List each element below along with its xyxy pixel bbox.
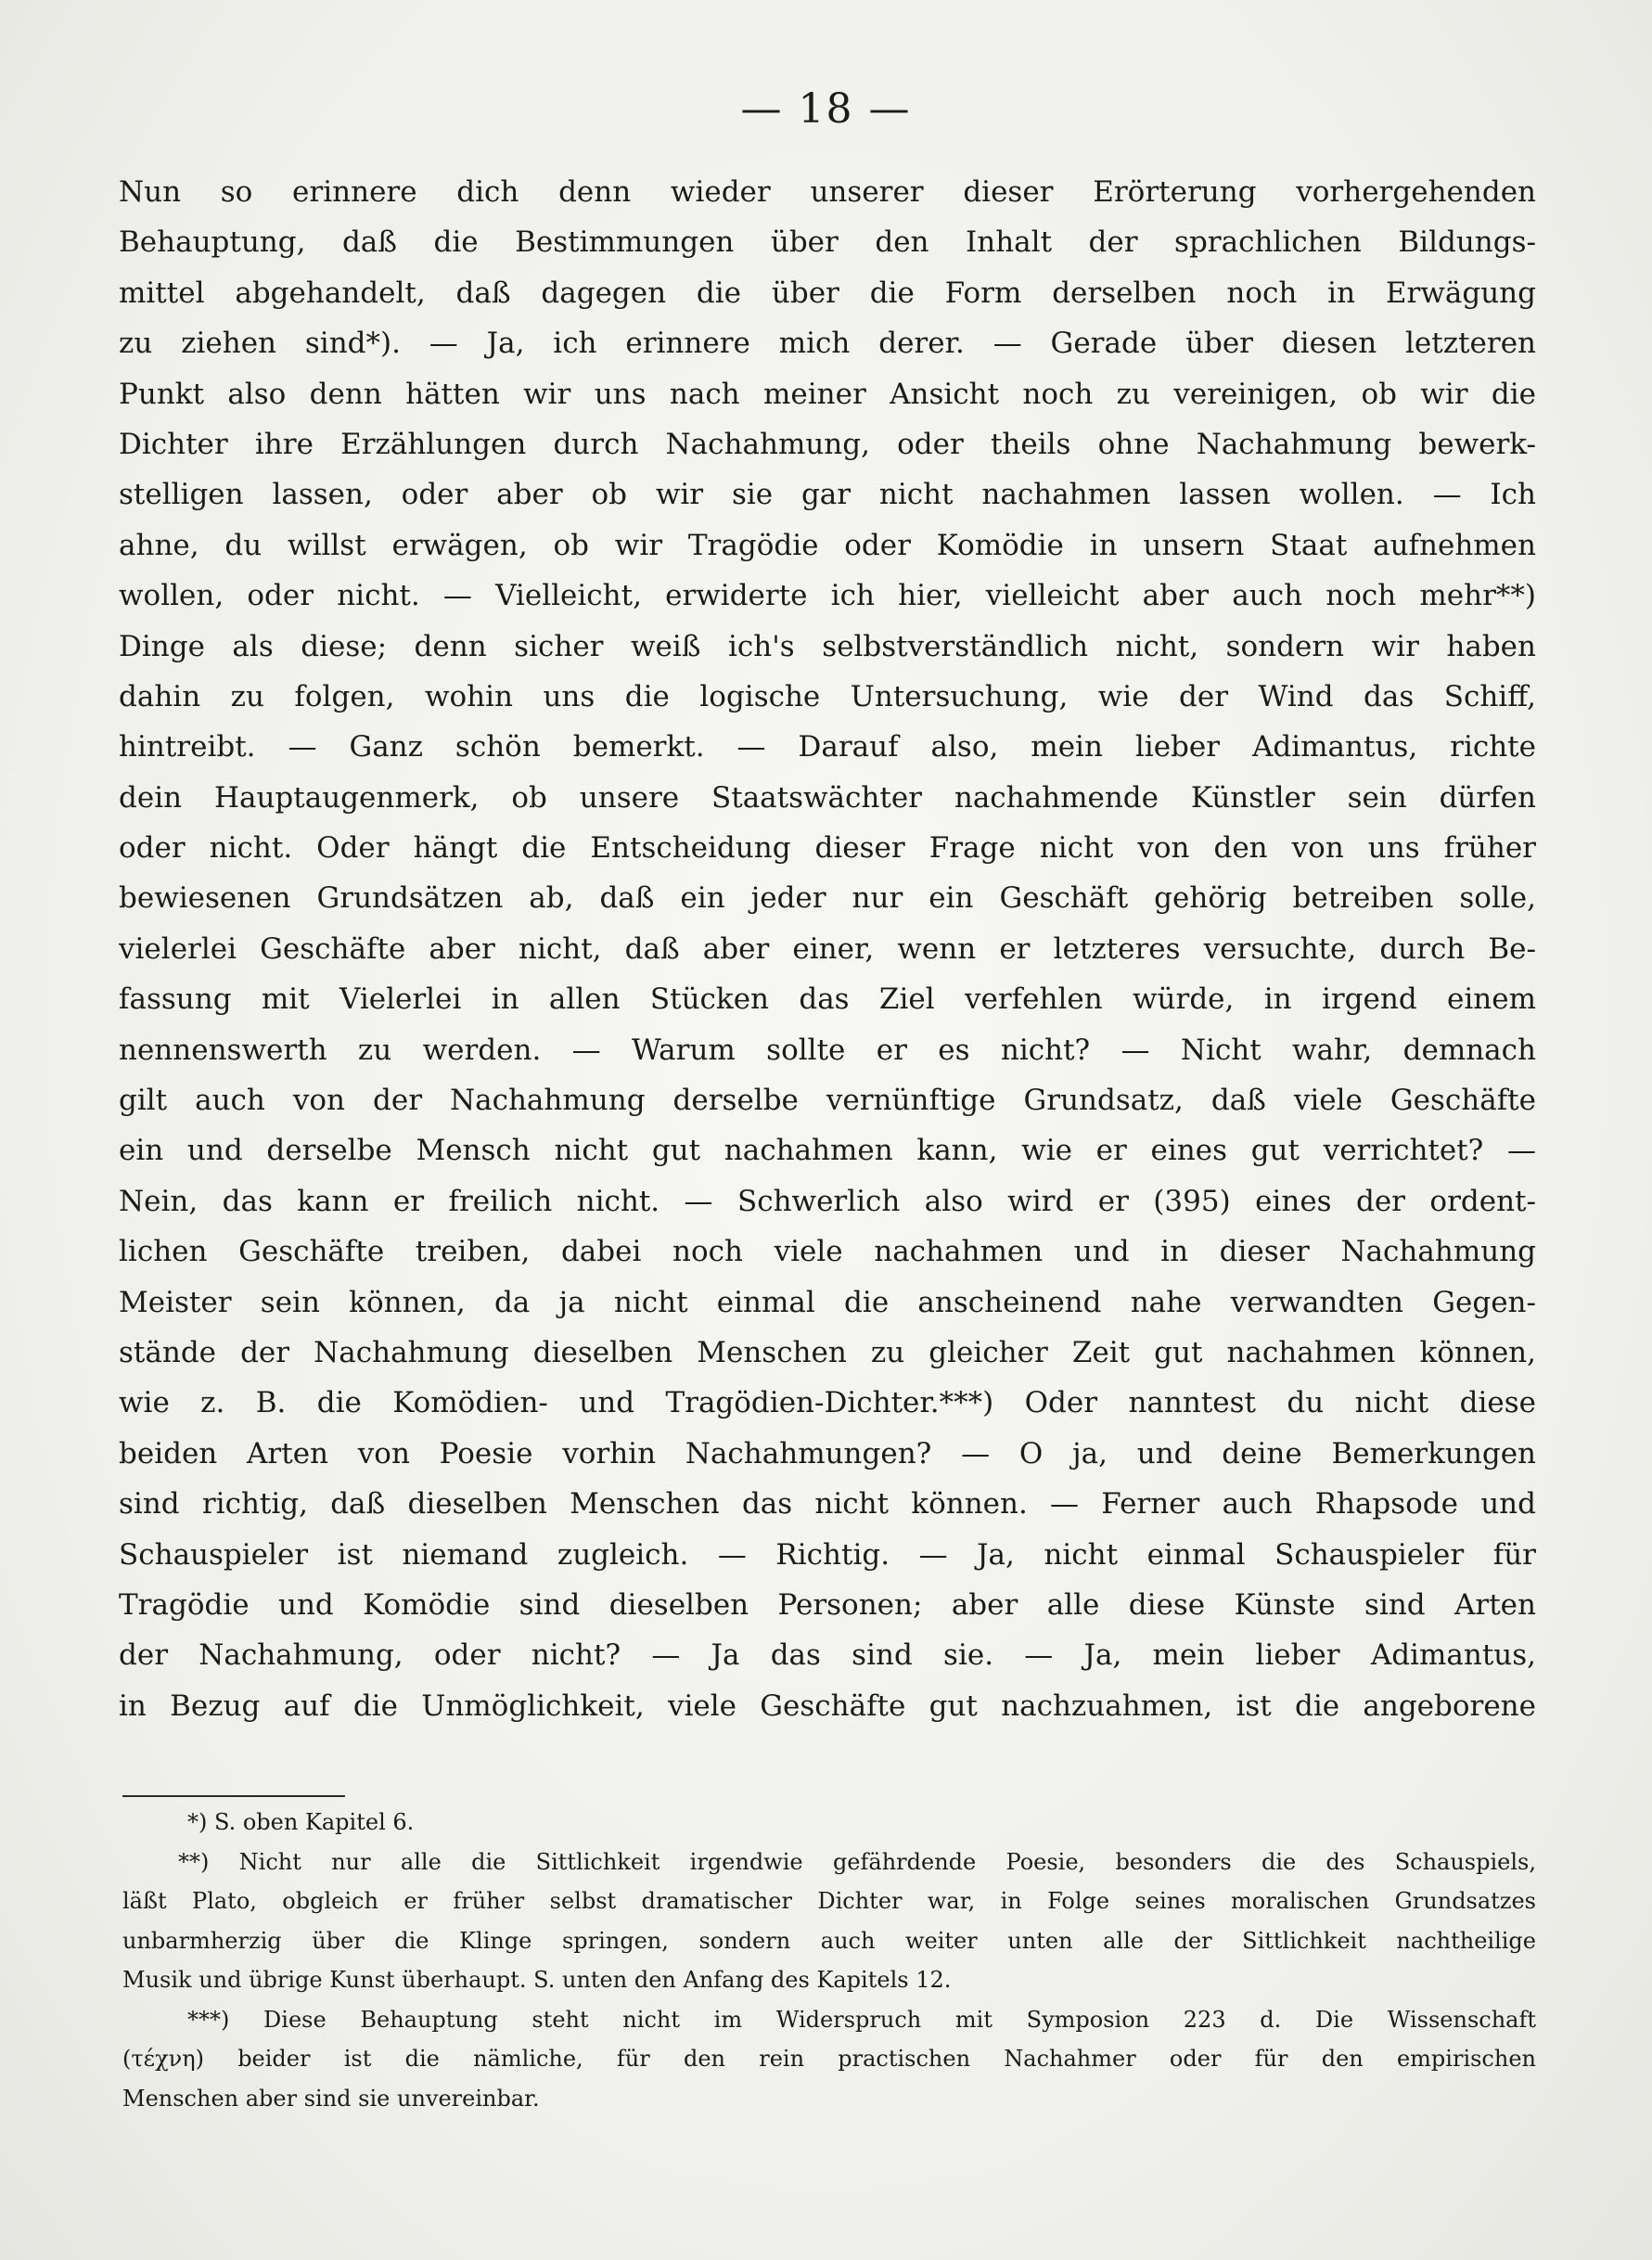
footnote-line: Musik und übrige Kunst überhaupt. S. unten den Anfang des Kapitels 12. [122,1967,952,1993]
text-line: Nun so erinnere dich denn wieder unserer dieser Erörterung vorhergehenden [119,175,1536,209]
footnote-rule [122,1795,345,1797]
footnote-line: ***) Diese Behauptung steht nicht im Widerspruch mit Symposion 223 d. Die Wissenschaft [187,2006,1536,2033]
footnotes [122,1803,1536,2118]
footnote-line: **) Nicht nur alle die Sittlichkeit irgendwie gefährdende Poesie, besonders die des Schauspiels, [178,1848,1536,1875]
text-line: bewiesenen Grundsätzen ab, daß ein jeder nur ein Geschäft gehörig betreiben solle, [119,881,1536,916]
text-line: dahin zu folgen, wohin uns die logische Untersuchung, wie der Wind das Schiff, [119,679,1536,713]
footnote-line: *) S. oben Kapitel 6. [187,1809,415,1835]
text-line: fassung mit Vielerlei in allen Stücken das Ziel verfehlen würde, in irgend einem [119,982,1536,1017]
text-line: Dinge als diese; denn sicher weiß ich's selbstverständlich nicht, sondern wir haben [119,629,1536,663]
text-line: zu ziehen sind*). — Ja, ich erinnere mich derer. — Gerade über diesen letzteren [119,327,1536,361]
text-line: Nein, das kann er freilich nicht. — Schwerlich also wird er (395) eines der ordent- [119,1184,1536,1218]
text-line: hintreibt. — Ganz schön bemerkt. — Darauf also, mein lieber Adimantus, richte [119,730,1536,764]
text-line: stelligen lassen, oder aber ob wir sie gar nicht nachahmen lassen wollen. — Ich [119,478,1536,512]
text-line: Dichter ihre Erzählungen durch Nachahmung, oder theils ohne Nachahmung bewerk- [119,427,1536,461]
text-line: Behauptung, daß die Bestimmungen über den Inhalt der sprachlichen Bildungs- [119,225,1536,260]
text-line: in Bezug auf die Unmöglichkeit, viele Geschäfte gut nachzuahmen, ist die angeborene [119,1689,1536,1723]
page-number: — 18 — [740,85,912,133]
footnote-line: läßt Plato, obgleich er früher selbst dramatischer Dichter war, in Folge seines moralischen Grundsatzes [122,1888,1536,1914]
text-line: beiden Arten von Poesie vorhin Nachahmungen? — O ja, und deine Bemerkungen [119,1436,1536,1470]
text-line: dein Hauptaugenmerk, ob unsere Staatswächter nachahmende Künstler sein dürfen [119,780,1536,815]
text-line: wie z. B. die Komödien- und Tragödien-Dichter.***) Oder nanntest du nicht diese [119,1386,1536,1420]
text-line: mittel abgehandelt, daß dagegen die über die Form derselben noch in Erwägung [119,276,1536,310]
footnote-line: Menschen aber sind sie unvereinbar. [122,2085,540,2112]
footnote-line: (τέχνη) beider ist die nämliche, für den rein practischen Nachahmer oder für den empirischen [122,2046,1536,2072]
main-text [119,167,1536,1731]
text-line: vielerlei Geschäfte aber nicht, daß aber einer, wenn er letzteres versuchte, durch Be- [119,931,1536,966]
footnote-line: unbarmherzig über die Klinge springen, sondern auch weiter unten alle der Sittlichkeit nachtheilige [122,1927,1536,1954]
text-line: ein und derselbe Mensch nicht gut nachahmen kann, wie er eines gut verrichtet? — [119,1134,1536,1168]
text-line: Meister sein können, da ja nicht einmal die anscheinend nahe verwandten Gegen- [119,1285,1536,1319]
text-line: nennenswerth zu werden. — Warum sollte er es nicht? — Nicht wahr, demnach [119,1033,1536,1067]
text-line: lichen Geschäfte treiben, dabei noch viele nachahmen und in dieser Nachahmung [119,1235,1536,1269]
text-line: oder nicht. Oder hängt die Entscheidung dieser Frage nicht von den von uns früher [119,831,1536,866]
text-line: Tragödie und Komödie sind dieselben Personen; aber alle diese Künste sind Arten [119,1587,1536,1622]
text-line: wollen, oder nicht. — Vielleicht, erwiderte ich hier, vielleicht aber auch noch mehr**) [119,579,1536,613]
text-line: der Nachahmung, oder nicht? — Ja das sind sie. — Ja, mein lieber Adimantus, [119,1638,1536,1673]
text-line: ahne, du willst erwägen, ob wir Tragödie oder Komödie in unsern Staat aufnehmen [119,528,1536,562]
text-line: sind richtig, daß dieselben Menschen das nicht können. — Ferner auch Rhapsode und [119,1487,1536,1522]
text-line: Punkt also denn hätten wir uns nach meiner Ansicht noch zu vereinigen, ob wir die [119,377,1536,411]
text-line: Schauspieler ist niemand zugleich. — Richtig. — Ja, nicht einmal Schauspieler für [119,1537,1536,1572]
text-line: stände der Nachahmung dieselben Menschen zu gleicher Zeit gut nachahmen können, [119,1335,1536,1369]
text-line: gilt auch von der Nachahmung derselbe vernünftige Grundsatz, daß viele Geschäfte [119,1084,1536,1118]
